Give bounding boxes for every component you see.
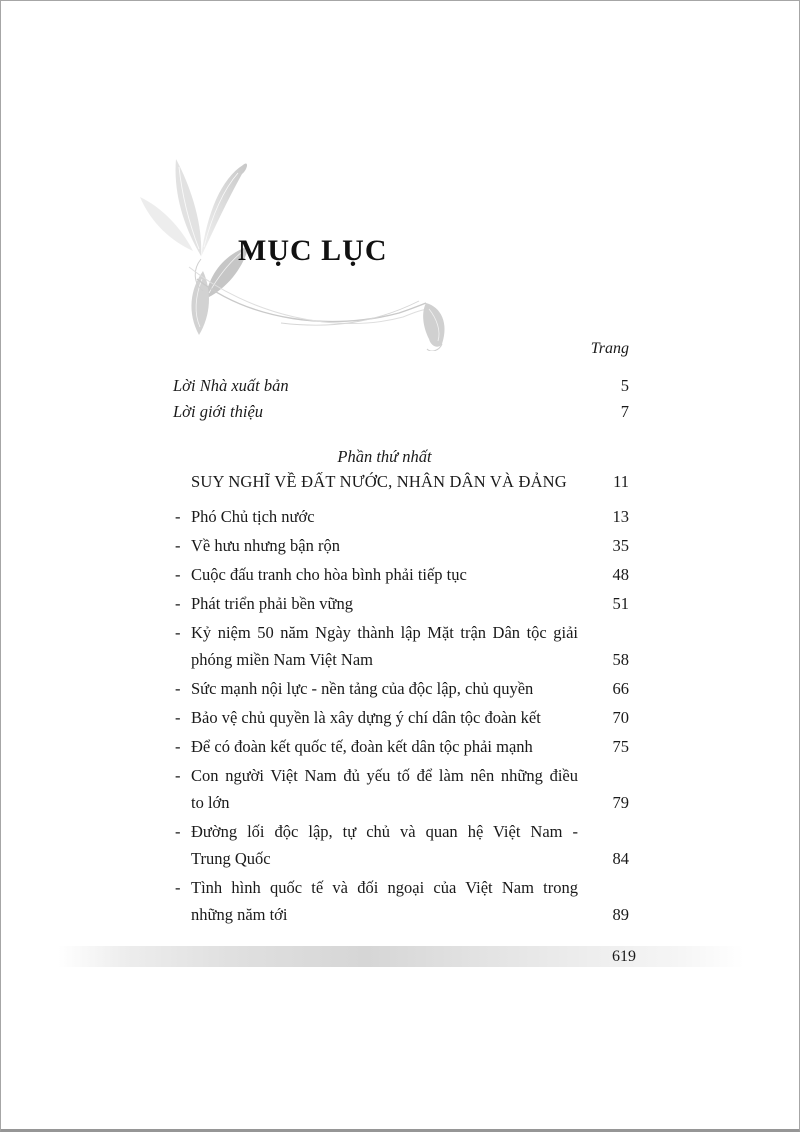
toc-entry-title-line: Kỷ niệm 50 năm Ngày thành lập Mặt trận Dân tộc giải xyxy=(191,623,578,642)
dash-marker: - xyxy=(175,822,181,841)
toc-entry-page-number: 89 xyxy=(612,905,629,924)
toc-entry-page-number: 79 xyxy=(612,793,629,812)
front-matter-page-number: 5 xyxy=(620,376,629,395)
toc-entry xyxy=(173,762,629,816)
toc-entry-title-line: phóng miền Nam Việt Nam xyxy=(191,650,374,669)
front-matter-list xyxy=(173,373,629,425)
toc-entry xyxy=(173,704,629,731)
toc-entry-title-line: to lớn xyxy=(191,793,230,812)
dash-marker: - xyxy=(175,878,181,897)
part-page-number: 11 xyxy=(613,472,629,491)
toc-entry-title: Cuộc đấu tranh cho hòa bình phải tiếp tục xyxy=(191,565,467,584)
toc-entry-title: Bảo vệ chủ quyền là xây dựng ý chí dân tộc đoàn kết xyxy=(191,708,541,727)
part-heading-block xyxy=(173,445,629,495)
toc-entry-page-number: 35 xyxy=(612,536,629,555)
dash-marker: - xyxy=(175,766,181,785)
toc-entry xyxy=(173,590,629,617)
toc-column xyxy=(173,337,629,930)
toc-entry-page-number: 66 xyxy=(612,679,629,698)
toc-entry-page-number: 70 xyxy=(612,708,629,727)
toc-entry-page-number: 58 xyxy=(612,650,629,669)
toc-entry-title: Về hưu nhưng bận rộn xyxy=(191,536,340,555)
toc-entry xyxy=(173,818,629,872)
front-matter-label: Lời giới thiệu xyxy=(173,402,264,421)
book-page-number: 619 xyxy=(612,948,636,965)
footer-gradient-bar xyxy=(58,946,744,967)
toc-entry xyxy=(173,733,629,760)
toc-entry-page-number: 48 xyxy=(612,565,629,584)
toc-entry-title-line: Trung Quốc xyxy=(191,849,271,868)
dash-marker: - xyxy=(175,708,181,727)
toc-entry xyxy=(173,874,629,928)
dash-marker: - xyxy=(175,623,181,642)
toc-list xyxy=(173,503,629,928)
toc-entry-title-line: Con người Việt Nam đủ yếu tố để làm nên những điều xyxy=(191,766,578,785)
toc-entry xyxy=(173,561,629,588)
toc-entry-page-number: 13 xyxy=(612,507,629,526)
toc-entry-title: Sức mạnh nội lực - nền tảng của độc lập, chủ quyền xyxy=(191,679,534,698)
front-matter-entry xyxy=(173,373,629,399)
toc-entry-page-number: 84 xyxy=(612,849,629,868)
dash-marker: - xyxy=(175,679,181,698)
front-matter-page-number: 7 xyxy=(620,402,629,421)
toc-entry-page-number: 75 xyxy=(612,737,629,756)
toc-entry xyxy=(173,619,629,673)
toc-entry xyxy=(173,675,629,702)
toc-entry-title: Phó Chủ tịch nước xyxy=(191,507,315,526)
toc-entry-title-line: những năm tới xyxy=(191,905,288,924)
part-kicker: Phần thứ nhất xyxy=(337,447,432,466)
toc-entry xyxy=(173,532,629,559)
dash-marker: - xyxy=(175,507,181,526)
page-column-header: Trang xyxy=(590,340,629,357)
part-title: SUY NGHĨ VỀ ĐẤT NƯỚC, NHÂN DÂN VÀ ĐẢNG xyxy=(191,472,567,491)
front-matter-entry xyxy=(173,399,629,425)
dash-marker: - xyxy=(175,737,181,756)
dash-marker: - xyxy=(175,594,181,613)
dash-marker: - xyxy=(175,536,181,555)
toc-entry-title: Để có đoàn kết quốc tế, đoàn kết dân tộc phải mạnh xyxy=(191,737,533,756)
toc-entry-title: Phát triển phải bền vững xyxy=(191,594,353,613)
toc-entry-title-line: Đường lối độc lập, tự chủ và quan hệ Việt Nam - xyxy=(191,822,578,841)
front-matter-label: Lời Nhà xuất bản xyxy=(173,376,289,395)
dash-marker: - xyxy=(175,565,181,584)
toc-entry-page-number: 51 xyxy=(612,594,629,613)
toc-entry-title-line: Tình hình quốc tế và đối ngoại của Việt Nam trong xyxy=(191,878,578,897)
page-title: MỤC LỤC xyxy=(238,234,388,267)
toc-entry xyxy=(173,503,629,530)
part-title-row xyxy=(173,469,629,495)
